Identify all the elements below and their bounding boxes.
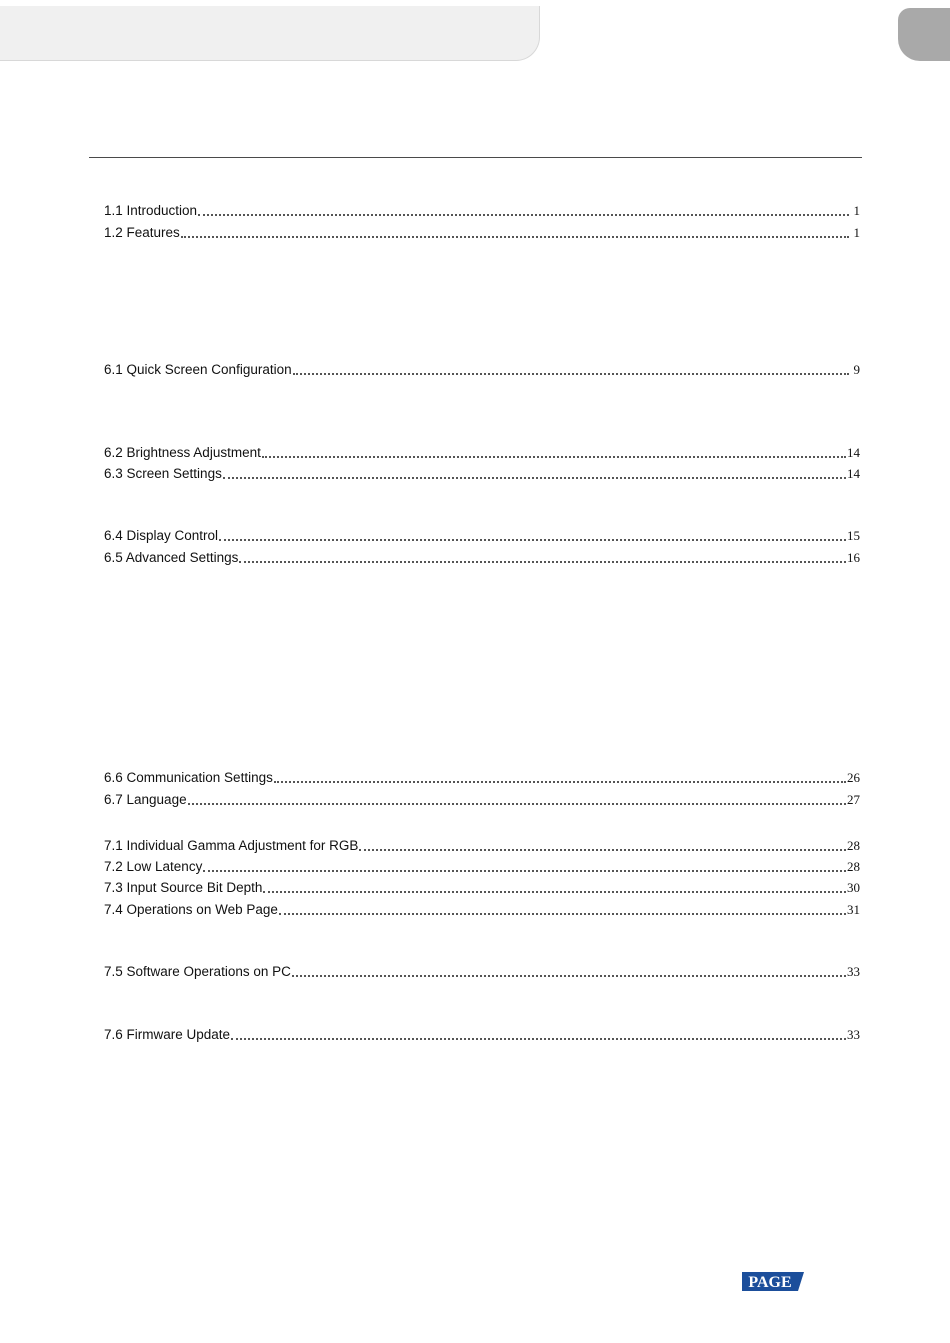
toc-leader [263, 891, 846, 893]
toc-entry-page: 33 [847, 964, 860, 979]
toc-entry-page: 31 [847, 902, 860, 917]
toc-entry[interactable] [104, 464, 860, 482]
toc-entry-title: 7.6 Firmware Update [104, 1027, 231, 1042]
toc-entry-page: 28 [847, 859, 860, 874]
toc-entry-page: 28 [847, 838, 860, 853]
toc-entry-title: 1.1 Introduction [104, 203, 198, 218]
toc-entry[interactable] [104, 857, 860, 875]
toc-entry[interactable] [104, 201, 860, 219]
toc-entry-page: 16 [847, 550, 860, 565]
toc-entry-page: 1 [853, 203, 860, 218]
toc-entry[interactable] [104, 548, 860, 566]
toc-entry-page: 33 [847, 1027, 860, 1042]
toc-entry-page: 30 [847, 880, 860, 895]
toc-entry-page: 14 [847, 445, 860, 460]
toc-leader [203, 870, 846, 872]
page-logo [742, 1272, 804, 1291]
toc-leader [219, 539, 846, 541]
toc-entry-page: 27 [847, 792, 860, 807]
toc-entry-title: 7.5 Software Operations on PC [104, 964, 291, 979]
toc-leader [279, 913, 846, 915]
toc-entry-title: 6.1 Quick Screen Configuration [104, 362, 292, 377]
toc-entry-title: 6.6 Communication Settings [104, 770, 273, 785]
toc-entry[interactable] [104, 1025, 860, 1043]
toc-leader [262, 456, 846, 458]
toc-leader [274, 781, 846, 783]
toc-entry[interactable] [104, 900, 860, 918]
toc-entry[interactable] [104, 962, 860, 980]
header-rule [89, 157, 862, 158]
toc-entry[interactable] [104, 768, 860, 786]
toc-entry-page: 15 [847, 528, 860, 543]
toc-entry-page: 9 [853, 362, 860, 377]
toc-leader [181, 236, 849, 238]
header-tab [0, 6, 540, 61]
toc-leader [239, 561, 846, 563]
toc-entry[interactable] [104, 836, 860, 854]
toc-leader [223, 477, 846, 479]
toc-entry-title: 6.7 Language [104, 792, 187, 807]
corner-tab [898, 8, 950, 61]
toc-entry-title: 7.1 Individual Gamma Adjustment for RGB [104, 838, 359, 853]
toc-entry[interactable] [104, 526, 860, 544]
toc-entry-page: 14 [847, 466, 860, 481]
toc-entry[interactable] [104, 443, 860, 461]
page-logo-graphic [742, 1272, 804, 1291]
toc-entry-title: 7.3 Input Source Bit Depth [104, 880, 263, 895]
toc-entry-title: 1.2 Features [104, 225, 180, 240]
toc-entry-title: 7.2 Low Latency [104, 859, 203, 874]
toc-entry[interactable] [104, 223, 860, 241]
toc-entry-title: 6.5 Advanced Settings [104, 550, 239, 565]
toc-leader [188, 803, 846, 805]
toc-entry[interactable] [104, 360, 860, 378]
toc-entry-page: 26 [847, 770, 860, 785]
toc-entry[interactable] [104, 790, 860, 808]
page-logo-text: PAGE [748, 1274, 792, 1291]
toc-leader [359, 849, 846, 851]
toc-entry-title: 6.4 Display Control [104, 528, 219, 543]
toc-leader [292, 975, 846, 977]
toc-entry-title: 7.4 Operations on Web Page [104, 902, 278, 917]
toc-entry-page: 1 [853, 225, 860, 240]
toc-leader [231, 1038, 846, 1040]
toc-entry-title: 6.3 Screen Settings [104, 466, 222, 481]
toc-entry[interactable] [104, 878, 860, 896]
toc-leader [198, 214, 849, 216]
toc-leader [293, 373, 849, 375]
toc-entry-title: 6.2 Brightness Adjustment [104, 445, 261, 460]
